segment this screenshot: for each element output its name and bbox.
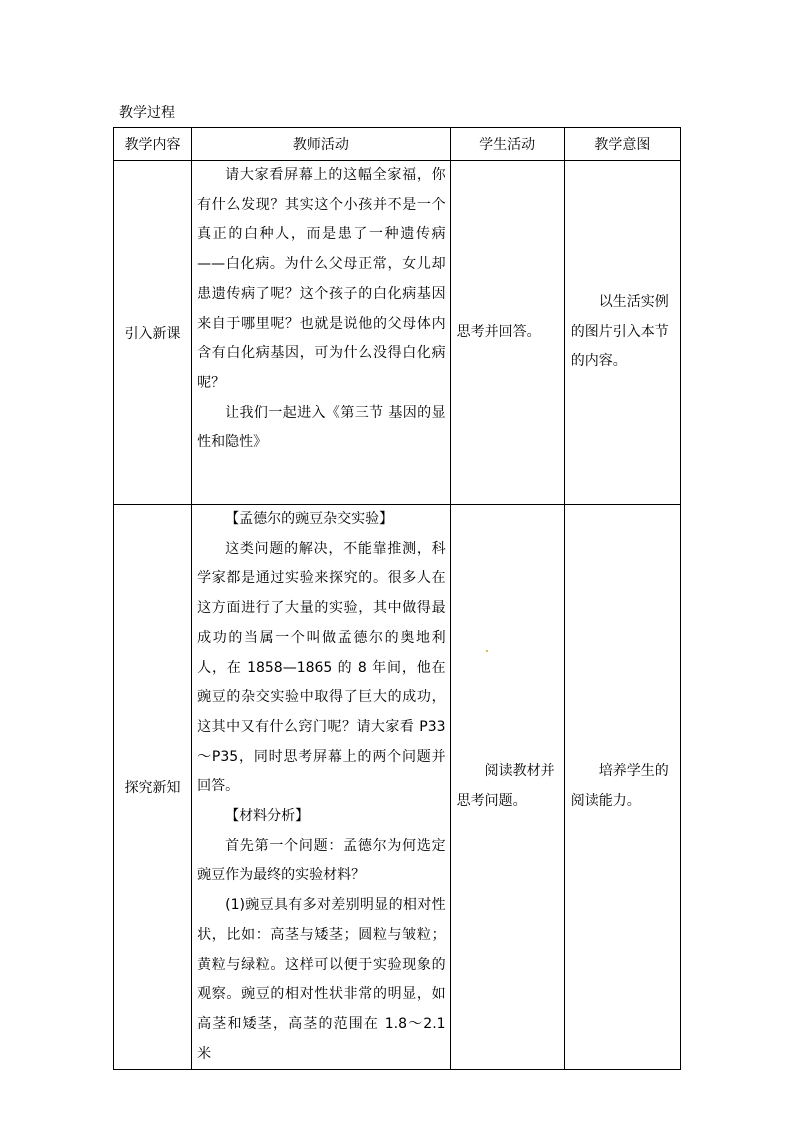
teaching-intent-cell bbox=[564, 161, 680, 505]
teacher-activity-cell bbox=[192, 161, 450, 505]
table-row bbox=[114, 161, 681, 505]
student-activity-text: 思考并回答。 bbox=[456, 323, 541, 340]
teacher-paragraph: 首先第一个问题：孟德尔为何选定豌豆作为最终的实验材料？ bbox=[197, 837, 446, 884]
teacher-paragraph: 让我们一起进入《第三节 基因的显性和隐性》 bbox=[197, 404, 446, 451]
teacher-heading: 【材料分析】 bbox=[225, 808, 310, 825]
teaching-intent-cell bbox=[564, 505, 680, 1070]
table-row bbox=[114, 505, 681, 1070]
teacher-paragraph: 这类问题的解决，不能靠推测，科学家都是通过实验来探究的。很多人在这方面进行了大量的实验，其中做得最成功的当属一个叫做孟德尔的奥地利人，在 1858—1865 的 8 年间，他在豌豆的杂交实验中取得了巨大的成功，这其中又有什么窍门呢？请大家看 P33～P35，同时思考屏幕上的两个问题并回答。 bbox=[197, 540, 446, 795]
teacher-paragraph: 请大家看屏幕上的这幅全家福，你有什么发现？其实这个小孩并不是一个真正的白种人，而是患了一种遗传病——白化病。为什么父母正常，女儿却患遗传病了呢？这个孩子的白化病基因来自于哪里呢？也就是说他的父母体内含有白化病基因，可为什么没得白化病呢？ bbox=[197, 167, 446, 391]
table-header-row bbox=[114, 128, 681, 161]
header-intent: 教学意图 bbox=[564, 128, 680, 161]
teacher-paragraph: (1)豌豆具有多对差别明显的相对性状，比如：高茎与矮茎；圆粒与皱粒；黄粒与绿粒。这样可以便于实验现象的观察。豌豆的相对性状非常的明显，如高茎和矮茎，高茎的范围在 1.8～2.1 米 bbox=[197, 897, 446, 1062]
header-content: 教学内容 bbox=[114, 128, 192, 161]
student-activity-text: 阅读教材并思考问题。 bbox=[456, 763, 555, 810]
row-content-label: 探究新知 bbox=[114, 505, 192, 1070]
section-title: 教学过程 bbox=[119, 105, 175, 121]
teaching-process-table bbox=[113, 127, 681, 1070]
header-teacher: 教师活动 bbox=[192, 128, 450, 161]
student-activity-cell bbox=[450, 505, 564, 1070]
row-content-label: 引入新课 bbox=[114, 161, 192, 505]
student-activity-cell bbox=[450, 161, 564, 505]
teaching-intent-text: 培养学生的阅读能力。 bbox=[570, 763, 669, 810]
teaching-intent-text: 以生活实例的图片引入本节的内容。 bbox=[570, 293, 669, 370]
teacher-heading: 【孟德尔的豌豆杂交实验】 bbox=[225, 511, 394, 527]
header-student: 学生活动 bbox=[450, 128, 564, 161]
teacher-activity-cell bbox=[192, 505, 450, 1070]
ink-speck bbox=[486, 650, 488, 652]
